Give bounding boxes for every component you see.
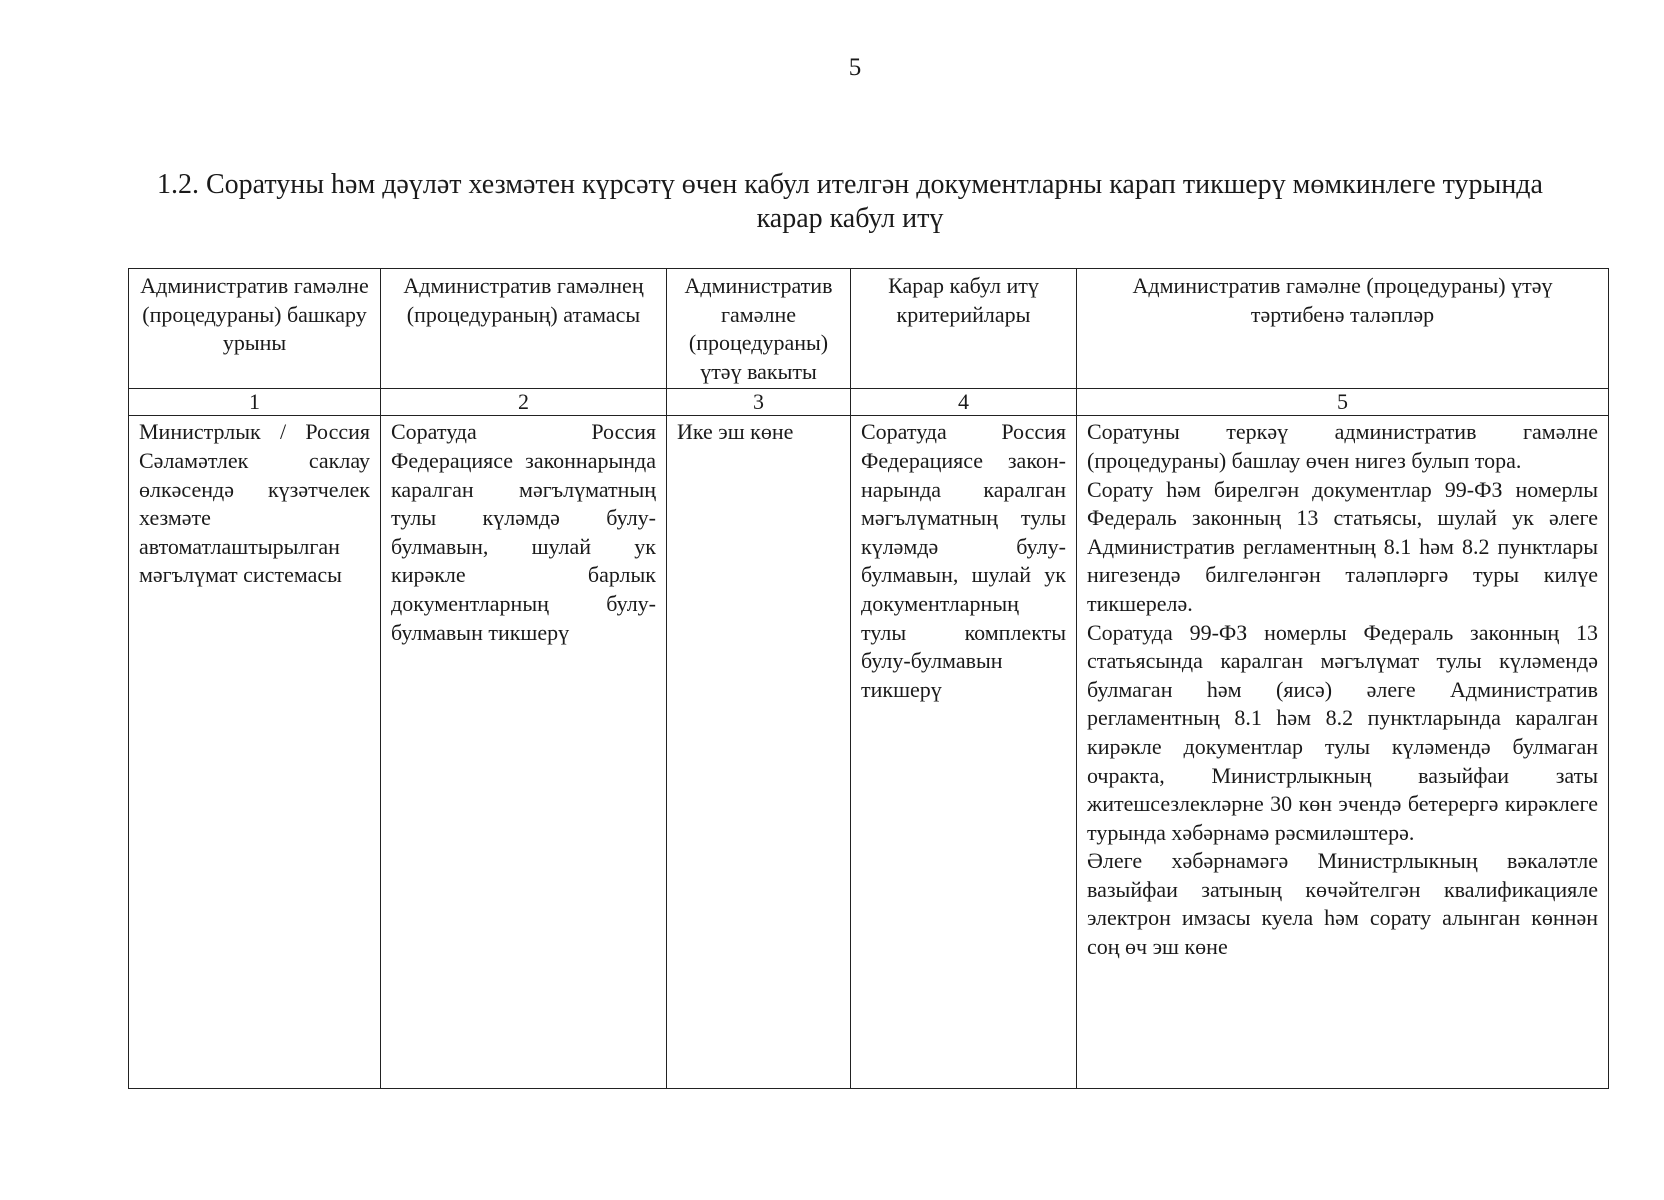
procedure-table [128, 268, 1609, 1089]
header-procedure-name: Административ гамәлнең (процедураның) атамасы [381, 269, 667, 389]
section-title-line2: карар кабул итү [756, 203, 944, 234]
column-number: 1 [129, 389, 381, 416]
requirements-paragraph: Соратуда 99-ФЗ номерлы Федераль законның 13 статьясында каралган мәгълүмат тулы күләмендә булмаган һәм (яисә) әлеге Административ регламентның 8.1 һәм 8.2 пунктларында каралган кирәкле документлар тулы күләмендә булмаган очракта, Министрлыкның вазыйфаи заты житешсезлекләрне 30 көн эчендә бетерергә кирәклеге турында хәбәрнамә рәсмиләштерә. [1087, 619, 1598, 845]
requirements-paragraph: Соратуны теркәү административ гамәлне (процедураны) башлау өчен нигез булып тора. [1087, 419, 1598, 473]
page-number: 5 [848, 54, 862, 81]
cell-decision-criteria: Соратуда Россия Федерациясе закон-нарында каралган мәгълүматның тулы күләмдә булу-булмавын, шулай ук документларның тулы комплекты булу-булмавын тикшерү [851, 416, 1077, 1089]
cell-procedure-name: Соратуда Россия Федерациясе законнарында каралган мәгълүматның тулы күләмдә булу-булмавын, шулай ук кирәкле барлык документларның булу-булмавын тикшерү [381, 416, 667, 1089]
section-title-line1: 1.2. Соратуны һәм дәүләт хезмәтен күрсәтү өчен кабул ителгән документларны карап тикшерү мөмкинлеге турында [157, 169, 1543, 200]
cell-location: Министрлык / Россия Сәламәтлек саклау өлкәсендә күзәтчелек хезмәте автоматлаштырылган мәгълүмат системасы [129, 416, 381, 1089]
requirements-paragraph: Сорату һәм бирелгән документлар 99-ФЗ номерлы Федераль законның 13 статьясы, шулай ук әлеге Административ регламентның 8.1 һәм 8.2 пунктлары нигезендә билгеләнгән таләпләргә туры килүе тикшерелә. [1087, 476, 1598, 616]
column-number: 2 [381, 389, 667, 416]
column-number-row [129, 389, 1609, 416]
column-number: 4 [851, 389, 1077, 416]
header-duration: Административ гамәлне (процедураны) үтәү вакыты [667, 269, 851, 389]
cell-duration: Ике эш көне [667, 416, 851, 1089]
requirements-paragraph: Әлеге хәбәрнамәгә Министрлыкның вәкаләтле вазыйфаи затының көчәйтелгән квалификацияле электрон имзасы куела һәм сорату алынган көннән соң өч эш көне [1087, 848, 1598, 960]
header-requirements: Административ гамәлне (процедураны) үтәү тәртибенә таләпләр [1077, 269, 1609, 389]
column-number: 5 [1077, 389, 1609, 416]
section-title [150, 168, 1550, 236]
header-decision-criteria: Карар кабул итү критерийлары [851, 269, 1077, 389]
table-row [129, 416, 1609, 1089]
column-number: 3 [667, 389, 851, 416]
table-header-row [129, 269, 1609, 389]
cell-requirements [1077, 416, 1609, 1089]
header-location: Административ гамәлне (процедураны) башкару урыны [129, 269, 381, 389]
